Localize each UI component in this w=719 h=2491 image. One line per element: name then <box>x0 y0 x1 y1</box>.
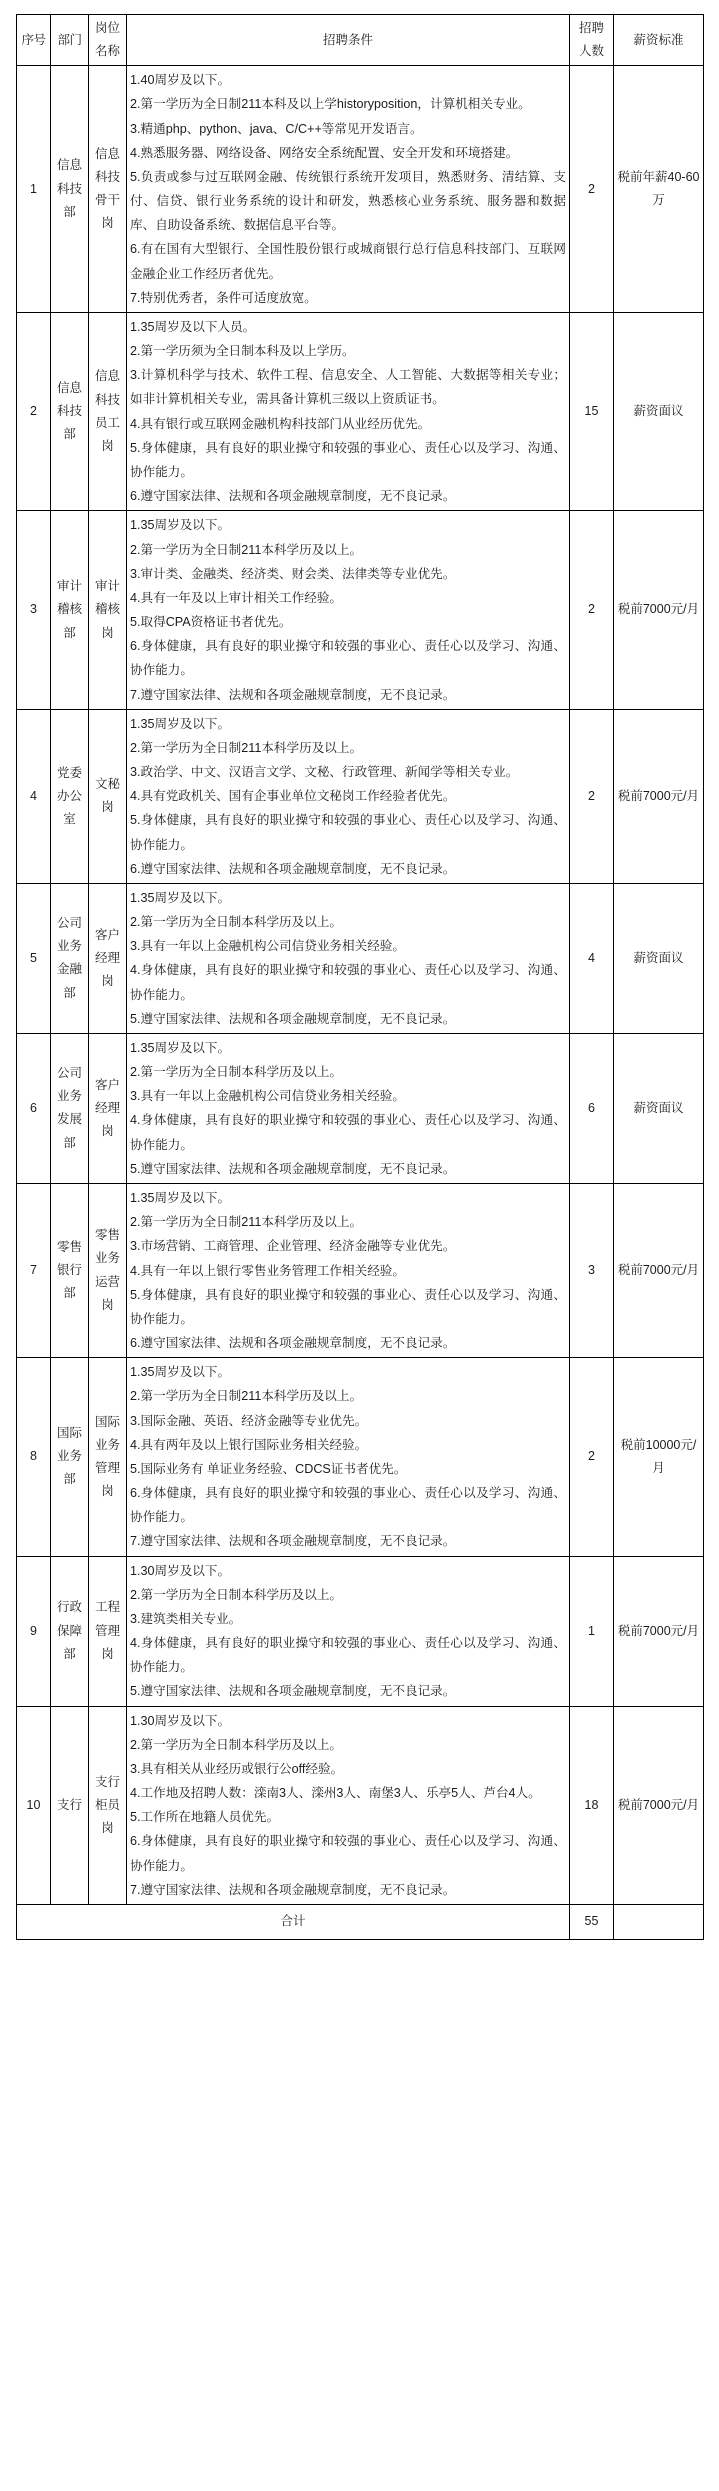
row-no: 8 <box>17 1358 51 1556</box>
row-position-name: 零售业务运营岗 <box>89 1183 127 1357</box>
requirement-line: 3.政治学、中文、汉语言文学、文秘、行政管理、新闻学等相关专业。 <box>130 765 519 780</box>
row-requirements <box>127 66 570 313</box>
requirement-line: 2.第一学历为全日制本科学历及以上。 <box>130 1587 343 1602</box>
row-position-name: 信息科技员工岗 <box>89 312 127 510</box>
requirement-line: 1.35周岁及以下。 <box>130 1040 231 1055</box>
row-salary: 税前年薪40-60万 <box>614 66 704 313</box>
row-headcount: 2 <box>570 511 614 709</box>
row-no: 6 <box>17 1033 51 1183</box>
column-header-department: 部门 <box>51 15 89 66</box>
requirement-line: 1.35周岁及以下。 <box>130 1190 231 1205</box>
row-department: 支行 <box>51 1706 89 1904</box>
row-no: 4 <box>17 709 51 883</box>
row-headcount: 2 <box>570 66 614 313</box>
row-headcount: 15 <box>570 312 614 510</box>
row-position-name: 工程管理岗 <box>89 1556 127 1706</box>
requirement-line: 1.35周岁及以下。 <box>130 1365 231 1380</box>
row-salary: 税前7000元/月 <box>614 1556 704 1706</box>
requirement-line: 5.遵守国家法律、法规和各项金融规章制度，无不良记录。 <box>130 1011 456 1026</box>
row-no: 5 <box>17 883 51 1033</box>
row-position-name: 文秘岗 <box>89 709 127 883</box>
table-row <box>17 1556 704 1706</box>
row-salary: 薪资面议 <box>614 312 704 510</box>
requirement-line: 3.具有一年以上金融机构公司信贷业务相关经验。 <box>130 1089 405 1104</box>
requirement-line: 2.第一学历须为全日制本科及以上学历。 <box>130 344 355 359</box>
requirement-line: 3.精通php、python、java、C/C++等常见开发语言。 <box>130 121 423 136</box>
requirement-line: 1.35周岁及以下人员。 <box>130 319 256 334</box>
requirement-line: 2.第一学历为全日制211本科学历及以上。 <box>130 1215 363 1230</box>
row-requirements <box>127 312 570 510</box>
table-head <box>17 15 704 66</box>
table-row <box>17 1706 704 1904</box>
requirement-line: 5.工作所在地籍人员优先。 <box>130 1810 280 1825</box>
row-department: 信息科技部 <box>51 66 89 313</box>
requirement-line: 5.取得CPA资格证书者优先。 <box>130 615 292 630</box>
row-department: 党委办公室 <box>51 709 89 883</box>
requirement-line: 3.国际金融、英语、经济金融等专业优先。 <box>130 1413 368 1428</box>
row-requirements <box>127 1706 570 1904</box>
requirement-line: 5.负责或参与过互联网金融、传统银行系统开发项目，熟悉财务、清结算、支付、信贷、银行业务系统的设计和研发，熟悉核心业务系统、服务器和数据库、自助设备系统、数据信息平台等。 <box>130 169 566 233</box>
requirement-line: 5.遵守国家法律、法规和各项金融规章制度，无不良记录。 <box>130 1161 456 1176</box>
requirement-line: 2.第一学历为全日制211本科学历及以上。 <box>130 740 363 755</box>
requirement-line: 1.35周岁及以下。 <box>130 716 231 731</box>
requirement-line: 2.第一学历为全日制211本科学历及以上。 <box>130 542 363 557</box>
row-department: 零售银行部 <box>51 1183 89 1357</box>
table-row <box>17 1358 704 1556</box>
table-row <box>17 511 704 709</box>
row-department: 行政保障部 <box>51 1556 89 1706</box>
row-salary: 税前7000元/月 <box>614 511 704 709</box>
table-row <box>17 709 704 883</box>
row-department: 国际业务部 <box>51 1358 89 1556</box>
row-position-name: 审计稽核岗 <box>89 511 127 709</box>
row-no: 1 <box>17 66 51 313</box>
row-headcount: 1 <box>570 1556 614 1706</box>
row-position-name: 支行柜员岗 <box>89 1706 127 1904</box>
row-headcount: 3 <box>570 1183 614 1357</box>
requirement-line: 2.第一学历为全日制本科学历及以上。 <box>130 915 343 930</box>
table-body <box>17 66 704 1905</box>
row-requirements <box>127 511 570 709</box>
row-no: 7 <box>17 1183 51 1357</box>
requirement-line: 3.审计类、金融类、经济类、财会类、法律类等专业优先。 <box>130 566 456 581</box>
requirement-line: 3.市场营销、工商管理、企业管理、经济金融等专业优先。 <box>130 1239 456 1254</box>
requirement-line: 1.35周岁及以下。 <box>130 890 231 905</box>
table-row <box>17 66 704 313</box>
row-position-name: 国际业务管理岗 <box>89 1358 127 1556</box>
row-salary: 税前7000元/月 <box>614 1183 704 1357</box>
row-no: 10 <box>17 1706 51 1904</box>
requirement-line: 4.熟悉服务器、网络设备、网络安全系统配置、安全开发和环境搭建。 <box>130 145 519 160</box>
requirement-line: 6.有在国有大型银行、全国性股份银行或城商银行总行信息科技部门、互联网金融企业工作经历者优先。 <box>130 242 566 281</box>
recruitment-table <box>16 14 704 1940</box>
row-headcount: 4 <box>570 883 614 1033</box>
row-requirements <box>127 1033 570 1183</box>
requirement-line: 6.遵守国家法律、法规和各项金融规章制度，无不良记录。 <box>130 1336 456 1351</box>
requirement-line: 1.40周岁及以下。 <box>130 73 231 88</box>
row-salary: 税前7000元/月 <box>614 1706 704 1904</box>
requirement-line: 5.身体健康，具有良好的职业操守和较强的事业心、责任心以及学习、沟通、协作能力。 <box>130 1287 566 1326</box>
requirement-line: 4.身体健康，具有良好的职业操守和较强的事业心、责任心以及学习、沟通、协作能力。 <box>130 1113 566 1152</box>
column-header-headcount: 招聘人数 <box>570 15 614 66</box>
requirement-line: 7.遵守国家法律、法规和各项金融规章制度，无不良记录。 <box>130 1882 456 1897</box>
table-foot <box>17 1904 704 1939</box>
requirement-line: 4.具有一年以上银行零售业务管理工作相关经验。 <box>130 1263 405 1278</box>
total-headcount: 55 <box>570 1904 614 1939</box>
row-department: 信息科技部 <box>51 312 89 510</box>
total-row <box>17 1904 704 1939</box>
row-headcount: 18 <box>570 1706 614 1904</box>
requirement-line: 4.身体健康，具有良好的职业操守和较强的事业心、责任心以及学习、沟通、协作能力。 <box>130 963 566 1002</box>
requirement-line: 2.第一学历为全日制本科学历及以上。 <box>130 1737 343 1752</box>
requirement-line: 1.30周岁及以下。 <box>130 1563 231 1578</box>
row-requirements <box>127 709 570 883</box>
row-requirements <box>127 1556 570 1706</box>
row-salary: 薪资面议 <box>614 883 704 1033</box>
requirement-line: 5.遵守国家法律、法规和各项金融规章制度，无不良记录。 <box>130 1684 456 1699</box>
row-headcount: 2 <box>570 709 614 883</box>
requirement-line: 5.身体健康，具有良好的职业操守和较强的事业心、责任心以及学习、沟通、协作能力。 <box>130 813 566 852</box>
row-position-name: 信息科技骨干岗 <box>89 66 127 313</box>
requirement-line: 6.遵守国家法律、法规和各项金融规章制度，无不良记录。 <box>130 489 456 504</box>
row-no: 9 <box>17 1556 51 1706</box>
requirement-line: 1.30周岁及以下。 <box>130 1713 231 1728</box>
row-requirements <box>127 1183 570 1357</box>
requirement-line: 7.遵守国家法律、法规和各项金融规章制度，无不良记录。 <box>130 687 456 702</box>
row-headcount: 2 <box>570 1358 614 1556</box>
column-header-requirements: 招聘条件 <box>127 15 570 66</box>
requirement-line: 4.具有两年及以上银行国际业务相关经验。 <box>130 1437 368 1452</box>
requirement-line: 4.具有一年及以上审计相关工作经验。 <box>130 590 343 605</box>
row-position-name: 客户经理岗 <box>89 1033 127 1183</box>
row-department: 审计稽核部 <box>51 511 89 709</box>
requirement-line: 5.国际业务有 单证业务经验、CDCS证书者优先。 <box>130 1461 407 1476</box>
row-requirements <box>127 1358 570 1556</box>
requirement-line: 2.第一学历为全日制211本科学历及以上。 <box>130 1389 363 1404</box>
row-salary: 税前10000元/月 <box>614 1358 704 1556</box>
total-label: 合计 <box>17 1904 570 1939</box>
requirement-line: 3.具有相关从业经历或银行公off经验。 <box>130 1761 344 1776</box>
table-row <box>17 1183 704 1357</box>
total-salary <box>614 1904 704 1939</box>
column-header-salary: 薪资标准 <box>614 15 704 66</box>
row-salary: 薪资面议 <box>614 1033 704 1183</box>
requirement-line: 7.遵守国家法律、法规和各项金融规章制度，无不良记录。 <box>130 1534 456 1549</box>
requirement-line: 6.遵守国家法律、法规和各项金融规章制度，无不良记录。 <box>130 861 456 876</box>
row-no: 3 <box>17 511 51 709</box>
row-no: 2 <box>17 312 51 510</box>
column-header-no: 序号 <box>17 15 51 66</box>
table-row <box>17 1033 704 1183</box>
table-row <box>17 312 704 510</box>
requirement-line: 2.第一学历为全日制本科学历及以上。 <box>130 1065 343 1080</box>
requirement-line: 4.身体健康，具有良好的职业操守和较强的事业心、责任心以及学习、沟通、协作能力。 <box>130 1636 566 1675</box>
requirement-line: 6.身体健康，具有良好的职业操守和较强的事业心、责任心以及学习、沟通、协作能力。 <box>130 639 566 678</box>
requirement-line: 3.建筑类相关专业。 <box>130 1611 242 1626</box>
requirement-line: 7.特别优秀者，条件可适度放宽。 <box>130 290 317 305</box>
row-department: 公司业务金融部 <box>51 883 89 1033</box>
row-salary: 税前7000元/月 <box>614 709 704 883</box>
requirement-line: 5.身体健康，具有良好的职业操守和较强的事业心、责任心以及学习、沟通、协作能力。 <box>130 440 566 479</box>
requirement-line: 4.具有银行或互联网金融机构科技部门从业经历优先。 <box>130 416 431 431</box>
row-headcount: 6 <box>570 1033 614 1183</box>
header-row <box>17 15 704 66</box>
table-row <box>17 883 704 1033</box>
requirement-line: 6.身体健康，具有良好的职业操守和较强的事业心、责任心以及学习、沟通、协作能力。 <box>130 1834 566 1873</box>
row-department: 公司业务发展部 <box>51 1033 89 1183</box>
column-header-position-name: 岗位名称 <box>89 15 127 66</box>
requirement-line: 4.具有党政机关、国有企事业单位文秘岗工作经验者优先。 <box>130 789 456 804</box>
row-requirements <box>127 883 570 1033</box>
requirement-line: 2.第一学历为全日制211本科及以上学historyposition，计算机相关专业。 <box>130 97 531 112</box>
requirement-line: 4.工作地及招聘人数：滦南3人、滦州3人、南堡3人、乐亭5人、芦台4人。 <box>130 1786 541 1801</box>
requirement-line: 3.计算机科学与技术、软件工程、信息安全、人工智能、大数据等相关专业；如非计算机相关专业，需具备计算机三级以上资质证书。 <box>130 368 566 407</box>
requirement-line: 6.身体健康，具有良好的职业操守和较强的事业心、责任心以及学习、沟通、协作能力。 <box>130 1486 566 1525</box>
requirement-line: 1.35周岁及以下。 <box>130 518 231 533</box>
requirement-line: 3.具有一年以上金融机构公司信贷业务相关经验。 <box>130 939 405 954</box>
row-position-name: 客户经理岗 <box>89 883 127 1033</box>
